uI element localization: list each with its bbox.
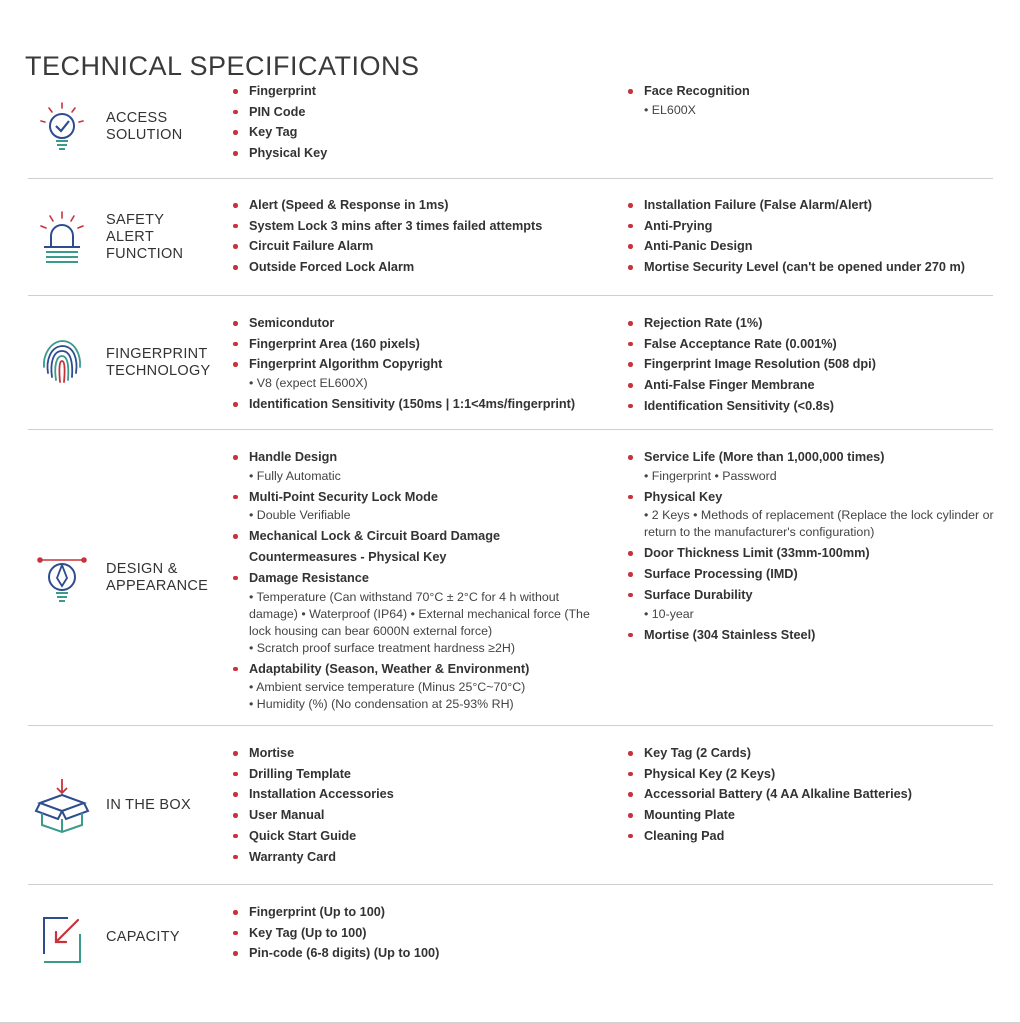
spec-item: False Acceptance Rate (0.001%) [626,334,1006,355]
spec-sub-detail: • V8 (expect EL600X) [249,376,368,391]
section-fingerprint-technology [28,296,993,430]
spec-item: Fingerprint [231,81,611,102]
spec-sub-detail: • Double Verifiable [249,508,351,523]
spec-item: Service Life (More than 1,000,000 times) • Fingerprint • Password [626,447,1006,485]
spec-item: Key Tag (2 Cards) [626,743,1006,764]
spec-column-left [231,447,611,715]
section-safety-alert [28,179,993,296]
spec-item: Physical Key • 2 Keys • Methods of replacement (Replace the lock cylinder or return to the manufacturer's configuration) [626,487,1006,542]
spec-item: Identification Sensitivity (150ms | 1:1<4ms/fingerprint) [231,394,611,415]
spec-sub-detail: • Temperature (Can withstand 70°C ± 2°C for 4 h without damage) • Waterproof (IP64) • External mechanical force (The lock housing can bear 6000N external force) • Scratch proof surface treatment hardness ≥2H) [249,589,590,655]
spec-item: Accessorial Battery (4 AA Alkaline Batteries) [626,784,1006,805]
section-label: IN THE BOX [106,796,191,813]
spec-column-left [231,81,611,164]
section-design-appearance [28,430,993,726]
open-box-icon [32,775,92,835]
section-label: FINGERPRINT TECHNOLOGY [106,345,211,379]
spec-sub-detail: • 10-year [644,606,694,621]
spec-item: Cleaning Pad [626,826,1006,847]
spec-sub-detail: • Fully Automatic [249,468,341,483]
section-capacity [28,885,993,990]
spec-item: Identification Sensitivity (<0.8s) [626,396,1006,417]
spec-sub-detail: • Fingerprint • Password [644,468,777,483]
section-label: DESIGN & APPEARANCE [106,560,209,594]
section-label: ACCESS SOLUTION [106,109,183,143]
spec-column-right [626,447,1006,645]
spec-item: Mortise [231,743,611,764]
spec-item: Outside Forced Lock Alarm [231,257,611,278]
spec-sub-detail: • EL600X [644,102,696,117]
spec-item: Fingerprint (Up to 100) [231,902,611,923]
spec-column-left [231,902,611,964]
spec-item: Installation Failure (False Alarm/Alert) [626,195,1006,216]
spec-item: Warranty Card [231,847,611,868]
spec-item: Physical Key (2 Keys) [626,764,1006,785]
spec-column-left [231,195,611,278]
spec-column-right [626,313,1006,417]
spec-item: Surface Processing (IMD) [626,564,1006,585]
section-label: CAPACITY [106,929,180,945]
spec-item: Anti-False Finger Membrane [626,375,1006,396]
spec-item: Face Recognition • EL600X [626,81,1006,119]
section-header [28,430,228,725]
spec-column-right [626,743,1006,847]
spec-item: Multi-Point Security Lock Mode • Double Verifiable [231,487,611,525]
spec-item: Rejection Rate (1%) [626,313,1006,334]
spec-item: Mortise Security Level (can't be opened under 270 m) [626,257,1006,278]
spec-item: Adaptability (Season, Weather & Environment) • Ambient service temperature (Minus 25°C~70°C) • Humidity (%) (No condensation at 25-93% RH) [231,659,611,714]
spec-item: Pin-code (6-8 digits) (Up to 100) [231,943,611,964]
section-header [28,179,228,295]
spec-item: Anti-Prying [626,216,1006,237]
spec-item: PIN Code [231,102,611,123]
section-header [28,726,228,884]
spec-item: Surface Durability • 10-year [626,585,1006,623]
spec-item: Mounting Plate [626,805,1006,826]
design-pen-bulb-icon [32,548,92,608]
lightbulb-check-icon [32,97,92,157]
spec-item: Drilling Template [231,764,611,785]
spec-column-left [231,313,611,415]
section-in-the-box [28,726,993,885]
page-title: TECHNICAL SPECIFICATIONS [25,51,420,82]
spec-sub-detail: • Ambient service temperature (Minus 25°C~70°C) • Humidity (%) (No condensation at 25-93% RH) [249,680,526,712]
spec-item: System Lock 3 mins after 3 times failed attempts [231,216,611,237]
spec-item: Anti-Panic Design [626,236,1006,257]
spec-item: Key Tag (Up to 100) [231,923,611,944]
spec-column-right [626,195,1006,278]
spec-item: Installation Accessories [231,784,611,805]
spec-column-left [231,743,611,867]
spec-item: Mortise (304 Stainless Steel) [626,625,1006,646]
capacity-arrow-icon [32,908,92,968]
spec-item: Door Thickness Limit (33mm-100mm) [626,543,1006,564]
spec-item: Fingerprint Image Resolution (508 dpi) [626,354,1006,375]
alarm-siren-icon [32,207,92,267]
spec-item: Mechanical Lock & Circuit Board Damage Countermeasures - Physical Key [231,526,611,567]
spec-item: Alert (Speed & Response in 1ms) [231,195,611,216]
spec-item: Fingerprint Area (160 pixels) [231,334,611,355]
section-header [28,296,228,429]
spec-item: Fingerprint Algorithm Copyright • V8 (expect EL600X) [231,354,611,392]
fingerprint-icon [32,333,92,393]
section-label: SAFETY ALERT FUNCTION [106,211,184,262]
spec-item: Semicondutor [231,313,611,334]
spec-item: Handle Design • Fully Automatic [231,447,611,485]
section-header [28,75,228,178]
spec-item: Physical Key [231,143,611,164]
spec-item: Key Tag [231,122,611,143]
spec-item: Quick Start Guide [231,826,611,847]
section-access-solution [28,75,993,179]
spec-item: Circuit Failure Alarm [231,236,611,257]
spec-item: User Manual [231,805,611,826]
spec-sub-detail: • 2 Keys • Methods of replacement (Replace the lock cylinder or return to the manufacturer's configuration) [644,508,994,540]
spec-column-right [626,81,1006,121]
section-header [28,885,228,990]
spec-item: Damage Resistance • Temperature (Can withstand 70°C ± 2°C for 4 h without damage) • Waterproof (IP64) • External mechanical force (The lock housing can bear 6000N external force) • Scratch proof surface treatment hardness ≥2H) [231,568,611,657]
